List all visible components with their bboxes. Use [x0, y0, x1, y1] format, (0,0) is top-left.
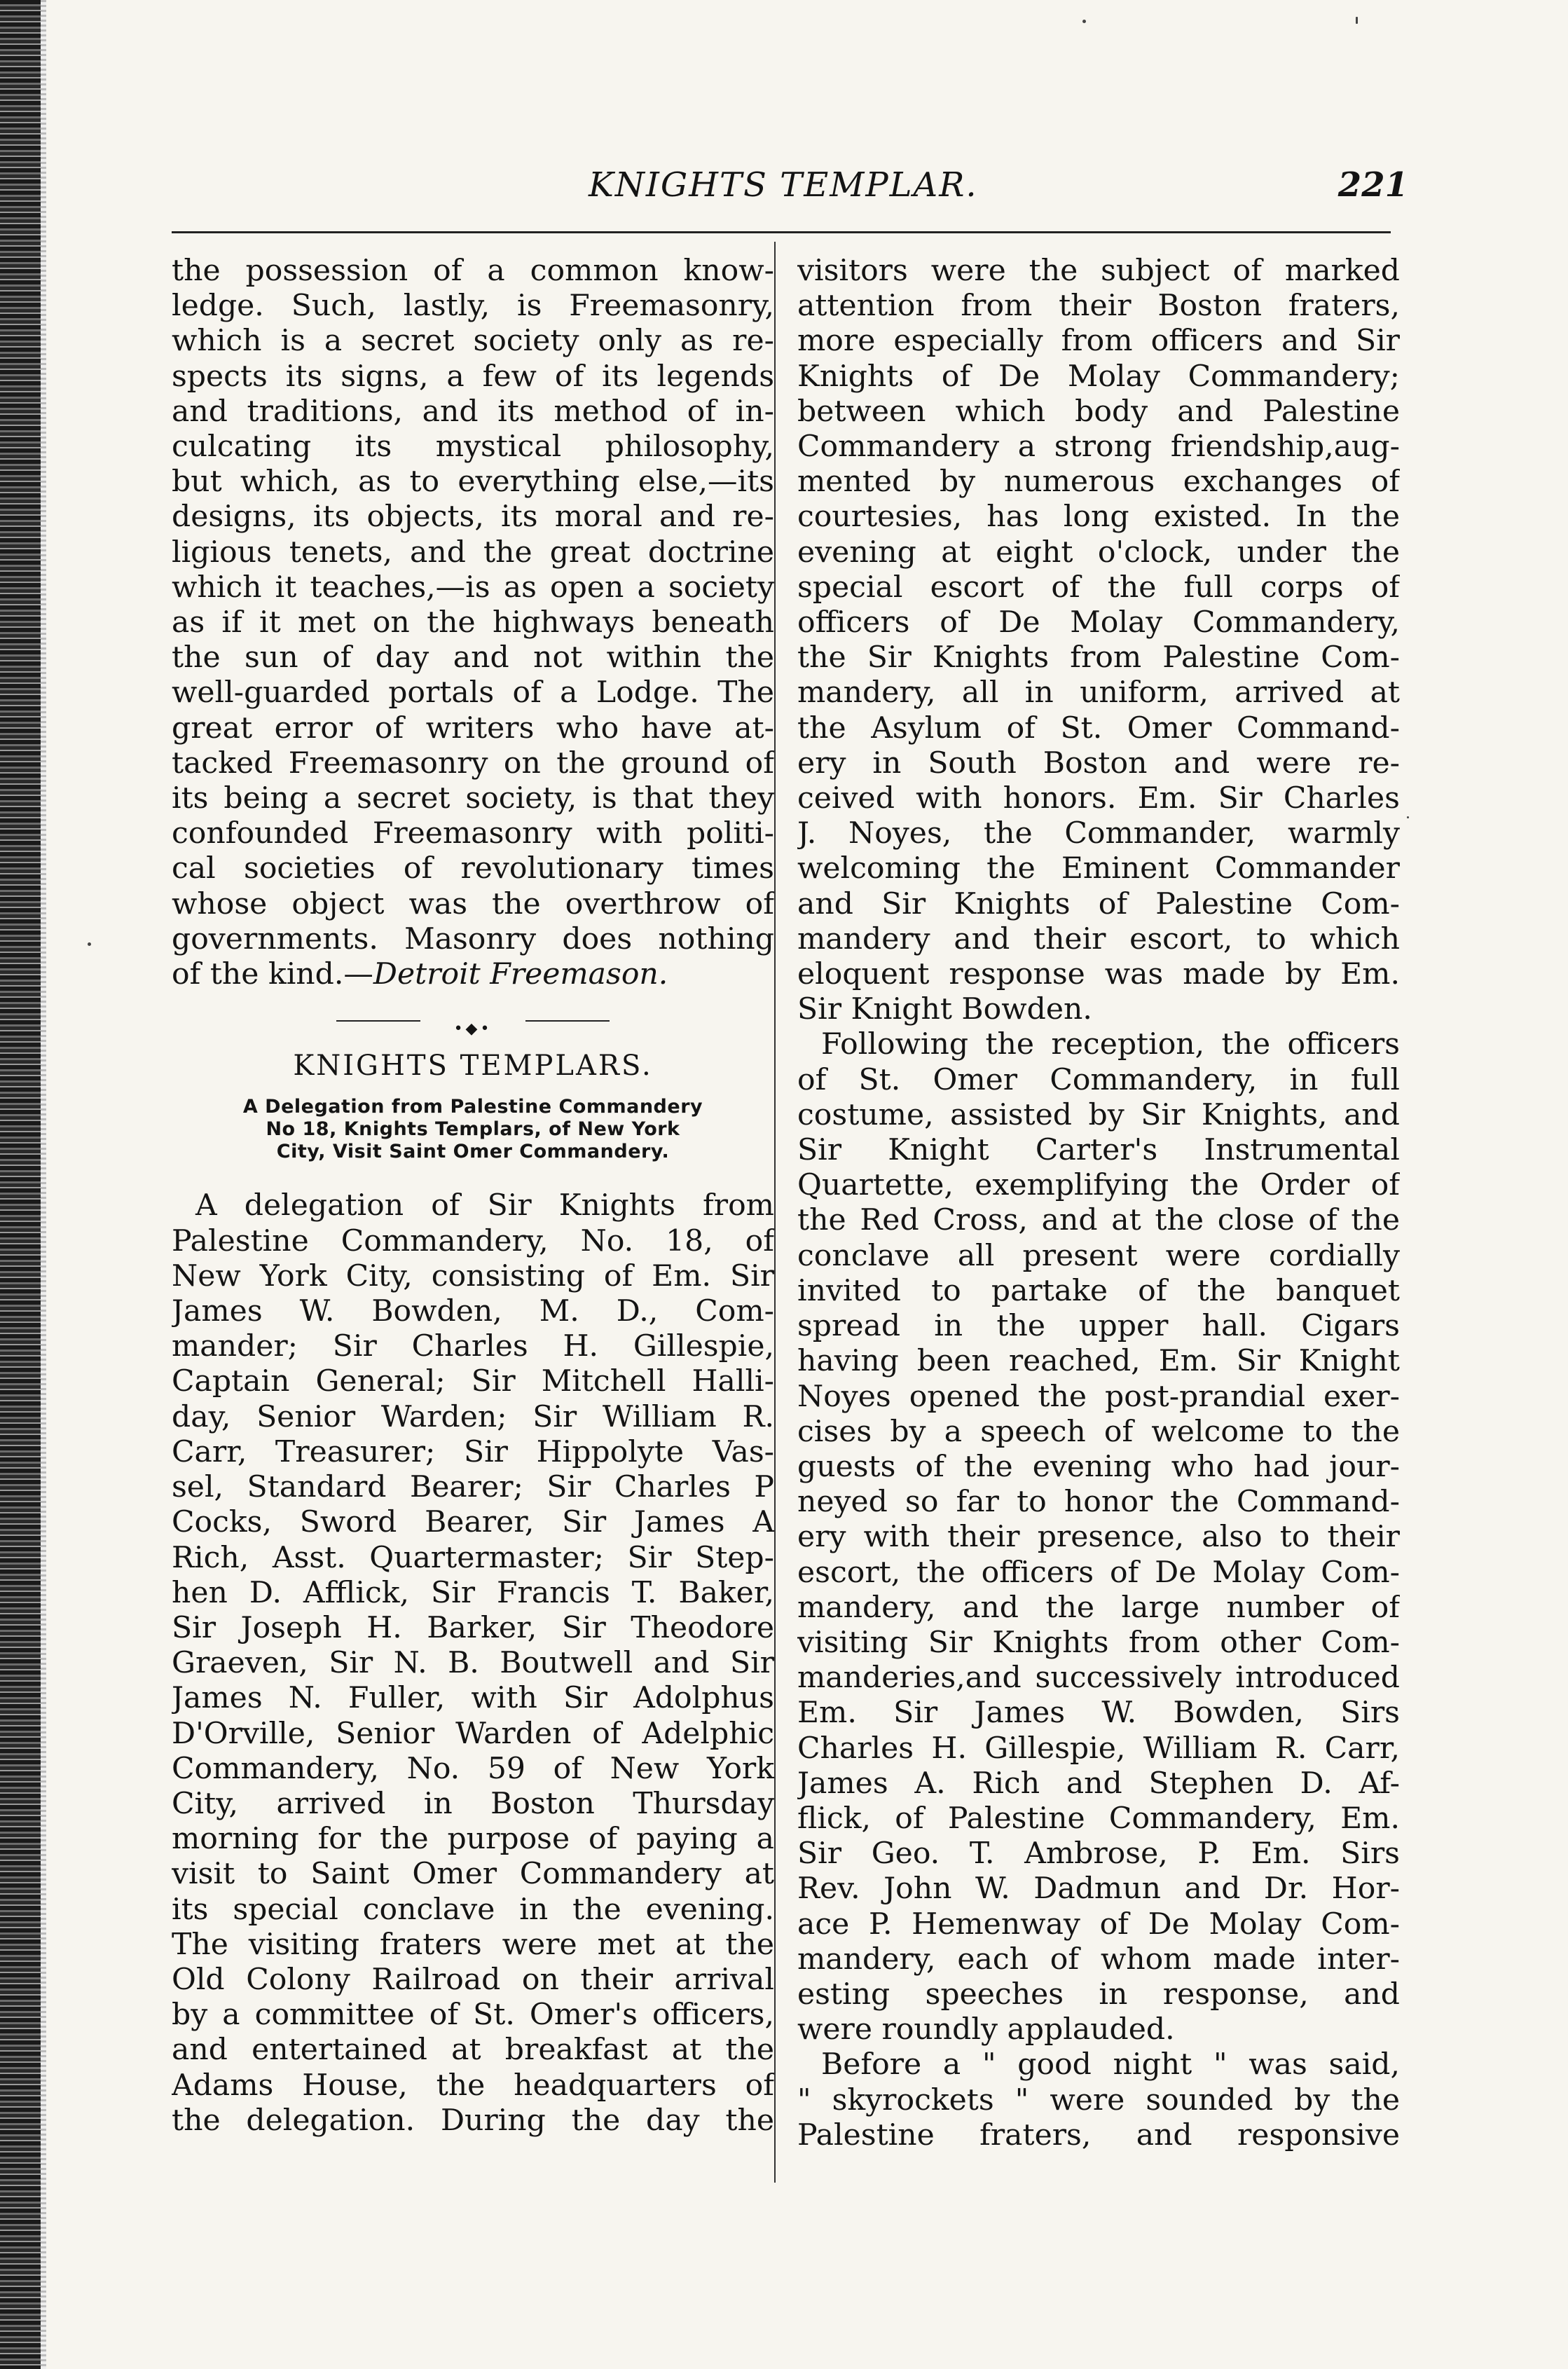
text-line: sel, Standard Bearer; Sir Charles P	[172, 1470, 774, 1505]
text-line: and Sir Knights of Palestine Com-	[797, 886, 1400, 921]
column-divider	[774, 242, 776, 2183]
text-line: escort, the officers of De Molay Com-	[797, 1555, 1400, 1590]
text-line: D'Orville, Senior Warden of Adelphic	[172, 1716, 774, 1751]
text-line: Em. Sir James W. Bowden, Sirs	[797, 1696, 1400, 1731]
source-line	[172, 957, 774, 992]
text-line: as if it met on the highways beneath	[172, 605, 774, 640]
text-line: hen D. Afflick, Sir Francis T. Baker,	[172, 1575, 774, 1610]
text-line: spects its signs, a few of its legends	[172, 359, 774, 394]
text-line: City, arrived in Boston Thursday	[172, 1786, 774, 1821]
text-line: visit to Saint Omer Commandery at	[172, 1857, 774, 1892]
print-speck	[1356, 17, 1358, 24]
running-title: KNIGHTS TEMPLAR.	[589, 165, 978, 205]
subheading-line: A Delegation from Palestine Commandery	[242, 1096, 703, 1118]
text-line: visiting Sir Knights from other Com-	[797, 1625, 1400, 1660]
text-line: welcoming the Eminent Commander	[797, 851, 1400, 886]
text-line: Commandery, No. 59 of New York	[172, 1751, 774, 1786]
text-line: Palestine fraters, and responsive	[797, 2117, 1400, 2152]
text-line: day, Senior Warden; Sir William R.	[172, 1399, 774, 1434]
page-header	[77, 153, 1408, 209]
text-line: Noyes opened the post-prandial exer-	[797, 1379, 1400, 1414]
text-line: which it teaches,—is as open a society	[172, 570, 774, 605]
text-line: esting speeches in response, and	[797, 1977, 1400, 2012]
text-line: the Sir Knights from Palestine Com-	[797, 640, 1400, 675]
text-line: and entertained at breakfast at the	[172, 2033, 774, 2068]
text-line: ace P. Hemenway of De Molay Com-	[797, 1907, 1400, 1942]
text-line: mander; Sir Charles H. Gillespie,	[172, 1329, 774, 1364]
text-line: A delegation of Sir Knights from	[195, 1188, 774, 1223]
text-line: Graeven, Sir N. B. Boutwell and Sir	[172, 1646, 774, 1681]
text-line: Sir Geo. T. Ambrose, P. Em. Sirs	[797, 1836, 1400, 1872]
text-line: Sir Knight Carter's Instrumental	[797, 1133, 1400, 1168]
text-line: flick, of Palestine Commandery, Em.	[797, 1801, 1400, 1836]
text-line: spread in the upper hall. Cigars	[797, 1309, 1400, 1344]
text-line: mented by numerous exchanges of	[797, 465, 1400, 500]
text-line: officers of De Molay Commandery,	[797, 605, 1400, 640]
article-body	[172, 1188, 774, 2138]
text-line: evening at eight o'clock, under the	[797, 535, 1400, 570]
text-line: well-guarded portals of a Lodge. The	[172, 675, 774, 710]
text-line: having been reached, Em. Sir Knight	[797, 1344, 1400, 1379]
page-gutter-shadow	[41, 0, 46, 2369]
text-line: mandery, and the large number of	[797, 1590, 1400, 1625]
text-line: Sir Joseph H. Barker, Sir Theodore	[172, 1610, 774, 1645]
text-line: by a committee of St. Omer's officers,	[172, 1998, 774, 2033]
text-line: Commandery a strong friendship,aug-	[797, 430, 1400, 465]
text-line: but which, as to everything else,—its	[172, 465, 774, 500]
article-heading: KNIGHTS TEMPLARS.	[293, 1050, 653, 1083]
text-line: the Red Cross, and at the close of the	[797, 1203, 1400, 1238]
book-spine-edge	[0, 0, 41, 2369]
text-line: the sun of day and not within the	[172, 640, 774, 675]
source-line-start: of the kind.—	[172, 957, 373, 992]
text-line: the possession of a common know-	[172, 254, 774, 288]
text-line: Before a " good night " was said,	[821, 2047, 1400, 2082]
text-line: Rev. John W. Dadmun and Dr. Hor-	[797, 1872, 1400, 1907]
section-ornament	[172, 1010, 774, 1038]
text-line: courtesies, has long existed. In the	[797, 500, 1400, 535]
text-line: its special conclave in the evening.	[172, 1892, 774, 1927]
left-column-text	[172, 254, 774, 957]
text-line: invited to partake of the banquet	[797, 1273, 1400, 1308]
text-line: Carr, Treasurer; Sir Hippolyte Vas-	[172, 1434, 774, 1469]
text-line: ledge. Such, lastly, is Freemasonry,	[172, 289, 774, 324]
text-line: of St. Omer Commandery, in full	[797, 1062, 1400, 1097]
text-line: Charles H. Gillespie, William R. Carr,	[797, 1731, 1400, 1766]
text-line: Captain General; Sir Mitchell Halli-	[172, 1364, 774, 1399]
text-line: costume, assisted by Sir Knights, and	[797, 1097, 1400, 1132]
text-line: ery in South Boston and were re-	[797, 746, 1400, 781]
right-column-text	[797, 254, 1400, 2153]
text-line: were roundly applauded.	[797, 2012, 1175, 2047]
text-line: James A. Rich and Stephen D. Af-	[797, 1766, 1400, 1801]
ornament-bar-right	[525, 1020, 610, 1022]
left-column	[172, 254, 774, 2138]
right-column	[797, 254, 1400, 2153]
text-line: Quartette, exemplifying the Order of	[797, 1168, 1400, 1203]
text-line: confounded Freemasonry with politi-	[172, 816, 774, 851]
text-line: governments. Masonry does nothing	[172, 921, 774, 956]
text-line: cises by a speech of welcome to the	[797, 1414, 1400, 1449]
text-line: great error of writers who have at-	[172, 710, 774, 746]
print-speck	[88, 942, 91, 946]
text-line: eloquent response was made by Em.	[797, 957, 1400, 992]
text-line: mandery, all in uniform, arrived at	[797, 675, 1400, 710]
print-speck	[1082, 20, 1086, 23]
text-line: tacked Freemasonry on the ground of	[172, 746, 774, 781]
text-line: its being a secret society, is that they	[172, 781, 774, 816]
text-line: James W. Bowden, M. D., Com-	[172, 1294, 774, 1329]
text-line: between which body and Palestine	[797, 394, 1400, 429]
text-line: visitors were the subject of marked	[797, 254, 1400, 288]
print-speck	[1407, 816, 1409, 818]
text-line: Old Colony Railroad on their arrival	[172, 1962, 774, 1997]
ornament-glyph: •◆•	[453, 1020, 493, 1038]
article-subheading	[172, 1096, 774, 1163]
page-number: 221	[1337, 165, 1408, 205]
text-line: ceived with honors. Em. Sir Charles	[797, 781, 1400, 816]
text-line: manderies,and successively introduced	[797, 1661, 1400, 1696]
text-line: conclave all present were cordially	[797, 1238, 1400, 1273]
text-line: " skyrockets " were sounded by the	[797, 2082, 1400, 2117]
text-line: designs, its objects, its moral and re-	[172, 500, 774, 535]
header-rule	[172, 231, 1391, 233]
source-name: Detroit Freemason.	[373, 957, 668, 992]
text-line: Knights of De Molay Commandery;	[797, 359, 1400, 394]
text-line: the delegation. During the day the	[172, 2103, 774, 2138]
text-line: and traditions, and its method of in-	[172, 394, 774, 429]
text-line: ery with their presence, also to their	[797, 1520, 1400, 1555]
text-line: ligious tenets, and the great doctrine	[172, 535, 774, 570]
text-line: J. Noyes, the Commander, warmly	[797, 816, 1400, 851]
text-line: the Asylum of St. Omer Command-	[797, 710, 1400, 746]
text-line: neyed so far to honor the Command-	[797, 1485, 1400, 1520]
text-line: guests of the evening who had jour-	[797, 1449, 1400, 1484]
subheading-spacer	[172, 1163, 774, 1188]
text-line: Sir Knight Bowden.	[797, 992, 1092, 1027]
subheading-line: No 18, Knights Templars, of New York	[266, 1118, 680, 1141]
text-line: Adams House, the headquarters of	[172, 2068, 774, 2103]
text-line: Cocks, Sword Bearer, Sir James A	[172, 1505, 774, 1540]
text-line: which is a secret society only as re-	[172, 324, 774, 359]
text-line: Palestine Commandery, No. 18, of	[172, 1223, 774, 1258]
text-line: attention from their Boston fraters,	[797, 289, 1400, 324]
text-line: The visiting fraters were met at the	[172, 1927, 774, 1962]
text-line: more especially from officers and Sir	[797, 324, 1400, 359]
text-line: culcating its mystical philosophy,	[172, 430, 774, 465]
text-line: mandery, each of whom made inter-	[797, 1942, 1400, 1977]
text-line: James N. Fuller, with Sir Adolphus	[172, 1681, 774, 1716]
subheading-line: City, Visit Saint Omer Commandery.	[276, 1141, 670, 1163]
text-line: Following the reception, the officers	[821, 1027, 1400, 1062]
text-line: New York City, consisting of Em. Sir	[172, 1258, 774, 1293]
text-line: Rich, Asst. Quartermaster; Sir Step-	[172, 1540, 774, 1575]
text-line: cal societies of revolutionary times	[172, 851, 774, 886]
ornament-bar-left	[336, 1020, 420, 1022]
text-line: morning for the purpose of paying a	[172, 1822, 774, 1857]
text-line: whose object was the overthrow of	[172, 886, 774, 921]
text-line: mandery and their escort, to which	[797, 921, 1400, 956]
text-line: special escort of the full corps of	[797, 570, 1400, 605]
